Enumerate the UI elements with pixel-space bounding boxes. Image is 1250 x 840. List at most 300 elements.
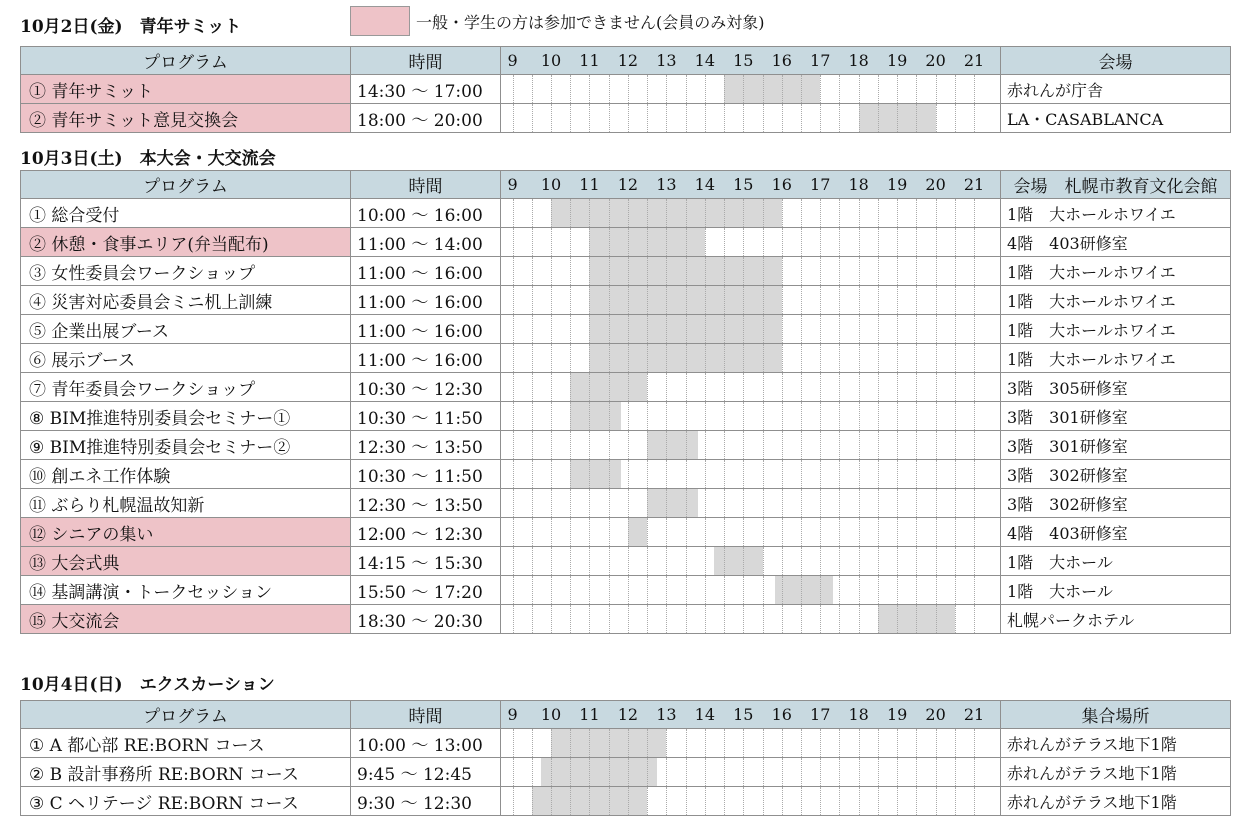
gantt-gridline (974, 460, 975, 488)
gantt-gridline (801, 576, 802, 604)
gantt-gridline (801, 605, 802, 633)
gantt-gridline (743, 315, 744, 343)
program-time: 10:30 ～ 12:30 (351, 373, 501, 402)
hour-label: 20 (925, 705, 946, 724)
program-venue: 札幌パークホテル (1001, 605, 1231, 634)
gantt-gridline (763, 75, 764, 103)
gantt-gridline (589, 518, 590, 546)
gantt-gridline (897, 489, 898, 517)
hour-label: 20 (925, 51, 946, 70)
gantt-gridline (647, 75, 648, 103)
gantt-gridline (916, 758, 917, 786)
gantt-gridline (859, 257, 860, 285)
gantt-gridline (936, 257, 937, 285)
program-gantt (501, 787, 1001, 816)
header-program: プログラム (21, 171, 351, 199)
table-row (21, 729, 1231, 758)
gantt-track (501, 576, 1000, 604)
gantt-gridline (839, 460, 840, 488)
hour-label: 19 (886, 705, 908, 724)
gantt-gridline (859, 758, 860, 786)
gantt-gridline (878, 315, 879, 343)
gantt-gridline (686, 576, 687, 604)
gantt-gridline (666, 729, 667, 757)
gantt-gridline (628, 315, 629, 343)
gantt-gridline (513, 431, 514, 459)
gantt-gridline (686, 518, 687, 546)
gantt-gridline (551, 104, 552, 132)
gantt-gridline (955, 104, 956, 132)
gantt-gridline (763, 605, 764, 633)
gantt-gridline (513, 547, 514, 575)
gantt-gridline (859, 576, 860, 604)
program-gantt (501, 758, 1001, 787)
gantt-gridline (551, 576, 552, 604)
gantt-gridline (974, 373, 975, 401)
program-time: 11:00 ～ 16:00 (351, 344, 501, 373)
gantt-gridline (724, 605, 725, 633)
hour-label: 19 (886, 51, 908, 70)
gantt-gridline (724, 402, 725, 430)
gantt-gridline (609, 489, 610, 517)
gantt-gridline (916, 104, 917, 132)
gantt-gridline (666, 344, 667, 372)
gantt-bar (647, 489, 698, 517)
gantt-gridline (647, 576, 648, 604)
legend-text: 一般・学生の方は参加できません(会員のみ対象) (416, 12, 765, 32)
gantt-gridline (513, 257, 514, 285)
gantt-gridline (820, 518, 821, 546)
table-row (21, 787, 1231, 816)
table-row (21, 518, 1231, 547)
gantt-gridline (916, 286, 917, 314)
gantt-gridline (936, 758, 937, 786)
hour-label: 16 (771, 51, 792, 70)
gantt-gridline (878, 787, 879, 815)
gantt-gridline (570, 787, 571, 815)
header-time: 時間 (351, 701, 501, 729)
gantt-gridline (724, 431, 725, 459)
gantt-gridline (878, 199, 879, 227)
gantt-gridline (647, 286, 648, 314)
hour-label: 9 (507, 51, 518, 70)
gantt-gridline (859, 729, 860, 757)
gantt-gridline (551, 605, 552, 633)
gantt-track (501, 75, 1000, 103)
gantt-gridline (570, 547, 571, 575)
gantt-gridline (782, 315, 783, 343)
gantt-gridline (782, 199, 783, 227)
program-time: 10:30 ～ 11:50 (351, 460, 501, 489)
gantt-gridline (609, 605, 610, 633)
gantt-gridline (820, 286, 821, 314)
gantt-gridline (820, 758, 821, 786)
gantt-gridline (955, 431, 956, 459)
gantt-gridline (551, 344, 552, 372)
gantt-gridline (916, 373, 917, 401)
gantt-gridline (705, 518, 706, 546)
gantt-gridline (916, 547, 917, 575)
gantt-gridline (570, 75, 571, 103)
hour-label: 18 (848, 705, 869, 724)
program-venue: 3階 302研修室 (1001, 460, 1231, 489)
gantt-gridline (839, 758, 840, 786)
gantt-gridline (820, 547, 821, 575)
hour-label: 17 (810, 705, 831, 724)
gantt-gridline (878, 286, 879, 314)
program-name: ⑮ 大交流会 (21, 605, 351, 634)
table-row (21, 199, 1231, 228)
gantt-gridline (878, 605, 879, 633)
gantt-gridline (609, 75, 610, 103)
program-gantt (501, 315, 1001, 344)
gantt-gridline (532, 605, 533, 633)
gantt-gridline (859, 460, 860, 488)
gantt-gridline (647, 431, 648, 459)
gantt-gridline (647, 758, 648, 786)
table-header-row (21, 701, 1231, 729)
table-header-row (21, 47, 1231, 75)
gantt-track (501, 47, 1000, 74)
gantt-gridline (513, 489, 514, 517)
gantt-gridline (801, 431, 802, 459)
gantt-gridline (647, 228, 648, 256)
gantt-gridline (936, 489, 937, 517)
gantt-gridline (666, 460, 667, 488)
gantt-gridline (897, 518, 898, 546)
gantt-gridline (724, 729, 725, 757)
program-time: 14:15 ～ 15:30 (351, 547, 501, 576)
gantt-gridline (763, 402, 764, 430)
gantt-gridline (532, 758, 533, 786)
gantt-gridline (743, 758, 744, 786)
gantt-gridline (647, 373, 648, 401)
program-time: 11:00 ～ 16:00 (351, 286, 501, 315)
gantt-gridline (570, 518, 571, 546)
table-row (21, 104, 1231, 133)
gantt-gridline (859, 431, 860, 459)
gantt-gridline (820, 605, 821, 633)
gantt-gridline (743, 605, 744, 633)
program-gantt (501, 75, 1001, 104)
gantt-gridline (782, 104, 783, 132)
program-name: ④ 災害対応委員会ミニ机上訓練 (21, 286, 351, 315)
program-time: 10:00 ～ 16:00 (351, 199, 501, 228)
hour-label: 11 (579, 51, 600, 70)
header-program: プログラム (21, 701, 351, 729)
gantt-gridline (705, 576, 706, 604)
gantt-gridline (724, 199, 725, 227)
program-time: 11:00 ～ 14:00 (351, 228, 501, 257)
gantt-gridline (589, 228, 590, 256)
gantt-gridline (839, 373, 840, 401)
gantt-gridline (724, 75, 725, 103)
gantt-gridline (955, 758, 956, 786)
gantt-gridline (666, 576, 667, 604)
gantt-gridline (763, 315, 764, 343)
gantt-gridline (570, 431, 571, 459)
gantt-gridline (936, 402, 937, 430)
gantt-track (501, 171, 1000, 198)
gantt-gridline (647, 344, 648, 372)
gantt-gridline (743, 257, 744, 285)
program-gantt (501, 257, 1001, 286)
gantt-gridline (570, 576, 571, 604)
gantt-gridline (859, 605, 860, 633)
header-venue: 集合場所 (1001, 701, 1231, 729)
gantt-gridline (974, 344, 975, 372)
gantt-gridline (878, 489, 879, 517)
schedule-table (20, 170, 1231, 634)
gantt-gridline (628, 257, 629, 285)
program-venue: 1階 大ホールホワイエ (1001, 286, 1231, 315)
gantt-gridline (609, 257, 610, 285)
gantt-gridline (705, 547, 706, 575)
gantt-gridline (936, 605, 937, 633)
gantt-gridline (532, 257, 533, 285)
gantt-gridline (936, 199, 937, 227)
program-name: ③ 女性委員会ワークショップ (21, 257, 351, 286)
program-name: ⑪ ぶらり札幌温故知新 (21, 489, 351, 518)
gantt-gridline (820, 489, 821, 517)
legend-swatch (350, 6, 410, 36)
gantt-gridline (763, 286, 764, 314)
program-gantt (501, 228, 1001, 257)
gantt-gridline (782, 729, 783, 757)
program-time: 10:30 ～ 11:50 (351, 402, 501, 431)
gantt-gridline (974, 286, 975, 314)
gantt-gridline (763, 431, 764, 459)
program-name: ⑦ 青年委員会ワークショップ (21, 373, 351, 402)
gantt-gridline (532, 75, 533, 103)
gantt-gridline (955, 402, 956, 430)
gantt-gridline (955, 460, 956, 488)
gantt-gridline (532, 402, 533, 430)
gantt-gridline (628, 286, 629, 314)
gantt-gridline (820, 75, 821, 103)
gantt-gridline (647, 199, 648, 227)
program-venue: 1階 大ホール (1001, 547, 1231, 576)
gantt-gridline (878, 460, 879, 488)
gantt-gridline (551, 460, 552, 488)
gantt-gridline (955, 518, 956, 546)
gantt-gridline (532, 518, 533, 546)
gantt-gridline (513, 729, 514, 757)
gantt-gridline (916, 460, 917, 488)
hour-label: 18 (848, 175, 869, 194)
gantt-gridline (705, 228, 706, 256)
gantt-gridline (763, 547, 764, 575)
program-name: ⑤ 企業出展ブース (21, 315, 351, 344)
header-hours (501, 171, 1001, 199)
gantt-bar (541, 758, 656, 786)
gantt-gridline (570, 199, 571, 227)
gantt-gridline (897, 431, 898, 459)
gantt-gridline (839, 518, 840, 546)
gantt-gridline (551, 518, 552, 546)
gantt-gridline (974, 431, 975, 459)
gantt-gridline (936, 518, 937, 546)
gantt-gridline (859, 547, 860, 575)
gantt-gridline (782, 576, 783, 604)
hour-label: 15 (733, 51, 754, 70)
gantt-gridline (628, 104, 629, 132)
gantt-gridline (839, 787, 840, 815)
gantt-gridline (955, 228, 956, 256)
program-venue: 3階 301研修室 (1001, 402, 1231, 431)
gantt-gridline (589, 75, 590, 103)
hour-label: 15 (733, 705, 754, 724)
gantt-gridline (551, 489, 552, 517)
gantt-gridline (743, 489, 744, 517)
gantt-gridline (743, 228, 744, 256)
gantt-gridline (743, 431, 744, 459)
header-time: 時間 (351, 47, 501, 75)
gantt-gridline (763, 518, 764, 546)
gantt-gridline (589, 373, 590, 401)
gantt-gridline (609, 344, 610, 372)
gantt-gridline (839, 431, 840, 459)
program-name: ② 青年サミット意見交換会 (21, 104, 351, 133)
program-venue: 3階 301研修室 (1001, 431, 1231, 460)
gantt-gridline (570, 315, 571, 343)
gantt-gridline (936, 344, 937, 372)
gantt-gridline (570, 729, 571, 757)
hour-label: 11 (579, 705, 600, 724)
gantt-gridline (743, 787, 744, 815)
gantt-gridline (763, 576, 764, 604)
gantt-gridline (513, 104, 514, 132)
program-name: ⑬ 大会式典 (21, 547, 351, 576)
gantt-gridline (609, 199, 610, 227)
gantt-track (501, 758, 1000, 786)
gantt-gridline (724, 286, 725, 314)
gantt-gridline (532, 787, 533, 815)
gantt-gridline (782, 460, 783, 488)
header-program: プログラム (21, 47, 351, 75)
gantt-gridline (628, 460, 629, 488)
gantt-gridline (609, 228, 610, 256)
gantt-gridline (513, 758, 514, 786)
gantt-gridline (763, 228, 764, 256)
program-time: 9:45 ～ 12:45 (351, 758, 501, 787)
gantt-gridline (955, 729, 956, 757)
gantt-gridline (801, 373, 802, 401)
gantt-gridline (897, 315, 898, 343)
table-header-row (21, 171, 1231, 199)
gantt-gridline (686, 460, 687, 488)
gantt-gridline (628, 576, 629, 604)
gantt-gridline (705, 199, 706, 227)
gantt-gridline (839, 402, 840, 430)
gantt-gridline (532, 315, 533, 343)
gantt-gridline (686, 489, 687, 517)
program-gantt (501, 576, 1001, 605)
gantt-gridline (666, 373, 667, 401)
gantt-gridline (878, 729, 879, 757)
hour-label: 21 (963, 705, 985, 724)
gantt-gridline (820, 460, 821, 488)
gantt-gridline (589, 547, 590, 575)
gantt-gridline (743, 402, 744, 430)
gantt-gridline (686, 75, 687, 103)
gantt-gridline (589, 315, 590, 343)
table-row (21, 257, 1231, 286)
table-row (21, 315, 1231, 344)
hour-label: 14 (694, 51, 716, 70)
program-venue: 3階 302研修室 (1001, 489, 1231, 518)
program-time: 12:30 ～ 13:50 (351, 431, 501, 460)
gantt-gridline (839, 605, 840, 633)
gantt-gridline (878, 75, 879, 103)
gantt-gridline (897, 373, 898, 401)
gantt-gridline (878, 758, 879, 786)
gantt-gridline (801, 489, 802, 517)
hour-label: 11 (579, 175, 600, 194)
gantt-gridline (647, 489, 648, 517)
gantt-gridline (628, 729, 629, 757)
hour-label: 13 (656, 175, 677, 194)
gantt-gridline (628, 787, 629, 815)
gantt-gridline (839, 75, 840, 103)
gantt-gridline (916, 75, 917, 103)
gantt-gridline (897, 758, 898, 786)
header-venue: 会場 札幌市教育文化会館 (1001, 171, 1231, 199)
gantt-gridline (532, 576, 533, 604)
gantt-track (501, 489, 1000, 517)
gantt-gridline (686, 605, 687, 633)
gantt-gridline (551, 729, 552, 757)
program-venue: 1階 大ホールホワイエ (1001, 199, 1231, 228)
gantt-gridline (897, 576, 898, 604)
gantt-gridline (801, 729, 802, 757)
gantt-gridline (666, 315, 667, 343)
gantt-gridline (859, 199, 860, 227)
hour-label: 16 (771, 705, 792, 724)
gantt-gridline (974, 104, 975, 132)
gantt-gridline (820, 373, 821, 401)
gantt-gridline (589, 605, 590, 633)
program-time: 18:00 ～ 20:00 (351, 104, 501, 133)
gantt-track (501, 402, 1000, 430)
gantt-gridline (666, 286, 667, 314)
gantt-gridline (936, 373, 937, 401)
table-row (21, 576, 1231, 605)
gantt-gridline (916, 228, 917, 256)
gantt-gridline (589, 344, 590, 372)
gantt-gridline (897, 344, 898, 372)
program-gantt (501, 402, 1001, 431)
gantt-gridline (609, 104, 610, 132)
gantt-gridline (609, 729, 610, 757)
gantt-gridline (839, 729, 840, 757)
gantt-gridline (801, 315, 802, 343)
table-row (21, 605, 1231, 634)
gantt-gridline (609, 576, 610, 604)
gantt-gridline (647, 460, 648, 488)
gantt-track (501, 701, 1000, 728)
legend (350, 6, 765, 36)
gantt-bar (570, 460, 621, 488)
gantt-gridline (724, 228, 725, 256)
gantt-gridline (686, 199, 687, 227)
gantt-gridline (743, 518, 744, 546)
gantt-gridline (628, 344, 629, 372)
gantt-gridline (820, 228, 821, 256)
gantt-gridline (570, 286, 571, 314)
gantt-gridline (666, 75, 667, 103)
gantt-gridline (647, 402, 648, 430)
